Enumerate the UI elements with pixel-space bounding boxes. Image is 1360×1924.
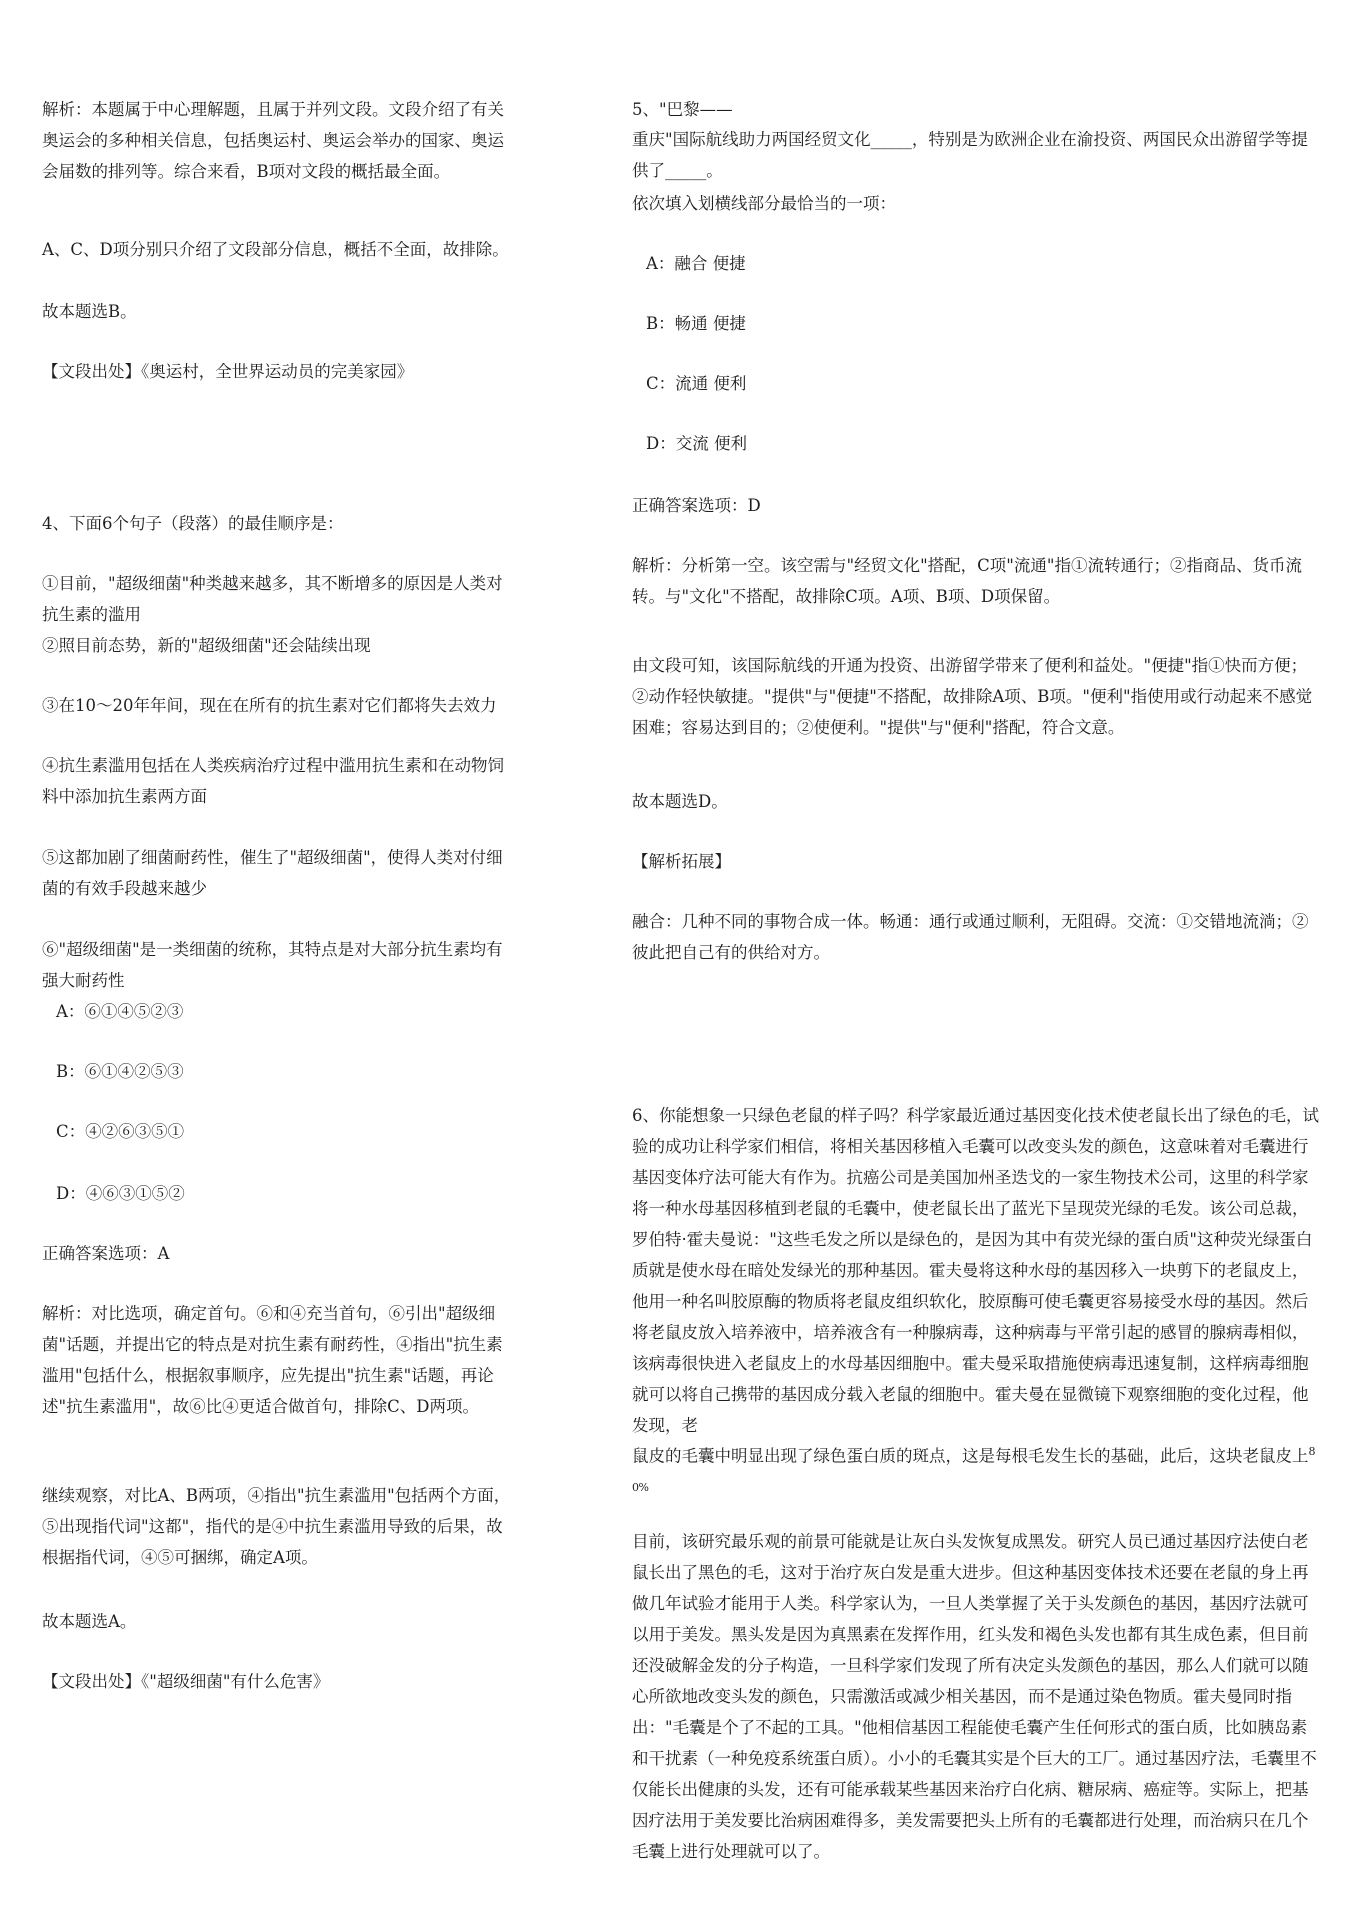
q6-tiny-text: 80%	[632, 1445, 1315, 1494]
q4-sentence-2: ②照目前态势，新的"超级细菌"还会陆续出现	[42, 636, 371, 655]
q4-analysis-2: 继续观察，对比A、B两项，④指出"抗生素滥用"包括两个方面，⑤出现指代词"这都"，指代的是④中抗生素滥用导致的后果，故根据指代词，④⑤可捆绑，确定A项。	[42, 1486, 511, 1567]
q5-answer: 正确答案选项：D	[632, 496, 761, 515]
q5-instruction: 依次填入划横线部分最恰当的一项：	[632, 194, 896, 213]
q4-conclusion: 故本题选A。	[42, 1612, 137, 1631]
q4-sentence-5: ⑤这都加剧了细菌耐药性，催生了"超级细菌"，使得人类对付细菌的有效手段越来越少	[42, 848, 503, 898]
q5-stem-line-1: 5、"巴黎——	[632, 100, 733, 119]
q5-option-b: B：畅通 便捷	[646, 314, 746, 333]
q5-analysis-1: 解析：分析第一空。该空需与"经贸文化"搭配，C项"流通"指①流转通行；②指商品、货币流转。与"文化"不搭配，故排除C项。A项、B项、D项保留。	[632, 556, 1302, 606]
q6-paragraph-1: 6、你能想象一只绿色老鼠的样子吗？科学家最近通过基因变化技术使老鼠长出了绿色的毛，试验的成功让科学家们相信，将相关基因移植入毛囊可以改变头发的颜色，这意味着对毛囊进行基因变体疗法可能大有作为。抗癌公司是美国加州圣迭戈的一家生物技术公司，这里的科学家将一种水母基因移植到老鼠的毛囊中，使老鼠长出了蓝光下呈现荧光绿的毛发。该公司总裁，罗伯特·霍夫曼说："这些毛发之所以是绿色的，是因为其中有荧光绿的蛋白质"这种荧光绿蛋白质就是使水母在暗处发绿光的那种基因。霍夫曼将这种水母的基因移入一块剪下的老鼠皮上，他用一种名叫胶原酶的物质将老鼠皮组织软化，胶原酶可使毛囊更容易接受水母的基因。然后将老鼠皮放入培养液中，培养液含有一种腺病毒，这种病毒与平常引起的感冒的腺病毒相似，该病毒很快进入老鼠皮上的水母基因细胞中。霍夫曼采取措施使病毒迅速复制，这样病毒细胞就可以将自己携带的基因成分载入老鼠的细胞中。霍夫曼在显微镜下观察细胞的变化过程，他发现，老	[632, 1106, 1319, 1435]
q4-sentence-6: ⑥"超级细菌"是一类细菌的统称，其特点是对大部分抗生素均有强大耐药性	[42, 940, 503, 990]
q5-option-a: A：融合 便捷	[646, 254, 746, 273]
q6-paragraph-1-end	[632, 1436, 1322, 1507]
q4-sentence-1: ①目前，"超级细菌"种类越来越多，其不断增多的原因是人类对抗生素的滥用	[42, 574, 503, 624]
q3-analysis: 解析：本题属于中心理解题，且属于并列文段。文段介绍了有关奥运会的多种相关信息，包括奥运村、奥运会举办的国家、奥运会届数的排列等。综合来看，B项对文段的概括最全面。	[42, 100, 504, 181]
q4-sentence-3: ③在10～20年年间，现在在所有的抗生素对它们都将失去效力	[42, 696, 497, 715]
q4-option-b: B：⑥①④②⑤③	[56, 1062, 184, 1081]
q6-paragraph-2: 目前，该研究最乐观的前景可能就是让灰白头发恢复成黑发。研究人员已通过基因疗法使白老鼠长出了黑色的毛，这对于治疗灰白发是重大进步。但这种基因变体技术还要在老鼠的身上再做几年试验才能用于人类。科学家认为，一旦人类掌握了关于头发颜色的基因，基因疗法就可以用于美发。黑头发是因为真黑素在发挥作用，红头发和褐色头发也都有其生成色素，但目前还没破解金发的分子构造，一旦科学家们发现了所有决定头发颜色的基因，那么人们就可以随心所欲地改变头发的颜色，只需激活或减少相关基因，而不是通过染色物质。霍夫曼同时指出："毛囊是个了不起的工具。"他相信基因工程能使毛囊产生任何形式的蛋白质，比如胰岛素和干扰素（一种免疫系统蛋白质）。小小的毛囊其实是个巨大的工厂。通过基因疗法，毛囊里不仅能长出健康的头发，还有可能承载某些基因来治疗白化病、糖尿病、癌症等。实际上，把基因疗法用于美发要比治病困难得多，美发需要把头上所有的毛囊都进行处理，而治病只在几个毛囊上进行处理就可以了。	[632, 1532, 1317, 1861]
q5-stem-line-2: 重庆"国际航线助力两国经贸文化_____，特别是为欧洲企业在渝投资、两国民众出游留学等提供了_____。	[632, 130, 1308, 180]
q3-conclusion: 故本题选B。	[42, 302, 137, 321]
q5-extension-title: 【解析拓展】	[632, 852, 731, 871]
q6-paragraph-1-end-text: 鼠皮的毛囊中明显出现了绿色蛋白质的斑点，这是每根毛发生长的基础，此后，这块老鼠皮上	[632, 1446, 1309, 1466]
q4-option-c: C：④②⑥③⑤①	[56, 1122, 185, 1141]
q4-sentence-4: ④抗生素滥用包括在人类疾病治疗过程中滥用抗生素和在动物饲料中添加抗生素两方面	[42, 756, 504, 806]
q5-analysis-2: 由文段可知，该国际航线的开通为投资、出游留学带来了便利和益处。"便捷"指①快而方便；②动作轻快敏捷。"提供"与"便捷"不搭配，故排除A项、B项。"便利"指使用或行动起来不感觉困难；容易达到目的；②使便利。"提供"与"便利"搭配，符合文意。	[632, 656, 1313, 737]
q5-extension: 融合：几种不同的事物合成一体。畅通：通行或通过顺利，无阻碍。交流：①交错地流淌；②彼此把自己有的供给对方。	[632, 912, 1309, 962]
q4-stem: 4、下面6个句子（段落）的最佳顺序是：	[42, 514, 344, 533]
q4-answer: 正确答案选项：A	[42, 1244, 170, 1263]
q3-analysis-elimination: A、C、D项分别只介绍了文段部分信息，概括不全面，故排除。	[42, 240, 509, 259]
q4-source: 【文段出处】《"超级细菌"有什么危害》	[42, 1672, 330, 1691]
q4-analysis-1: 解析：对比选项，确定首句。⑥和④充当首句，⑥引出"超级细菌"话题，并提出它的特点是对抗生素有耐药性，④指出"抗生素滥用"包括什么，根据叙事顺序，应先提出"抗生素"话题，再论述"抗生素滥用"，故⑥比④更适合做首句，排除C、D两项。	[42, 1304, 503, 1416]
q4-option-a: A：⑥①④⑤②③	[56, 1002, 184, 1021]
q5-conclusion: 故本题选D。	[632, 792, 728, 811]
q5-option-d: D：交流 便利	[646, 434, 747, 453]
q5-option-c: C：流通 便利	[646, 374, 747, 393]
q4-option-d: D：④⑥③①⑤②	[56, 1184, 185, 1203]
q3-source: 【文段出处】《奥运村，全世界运动员的完美家园》	[42, 362, 414, 381]
